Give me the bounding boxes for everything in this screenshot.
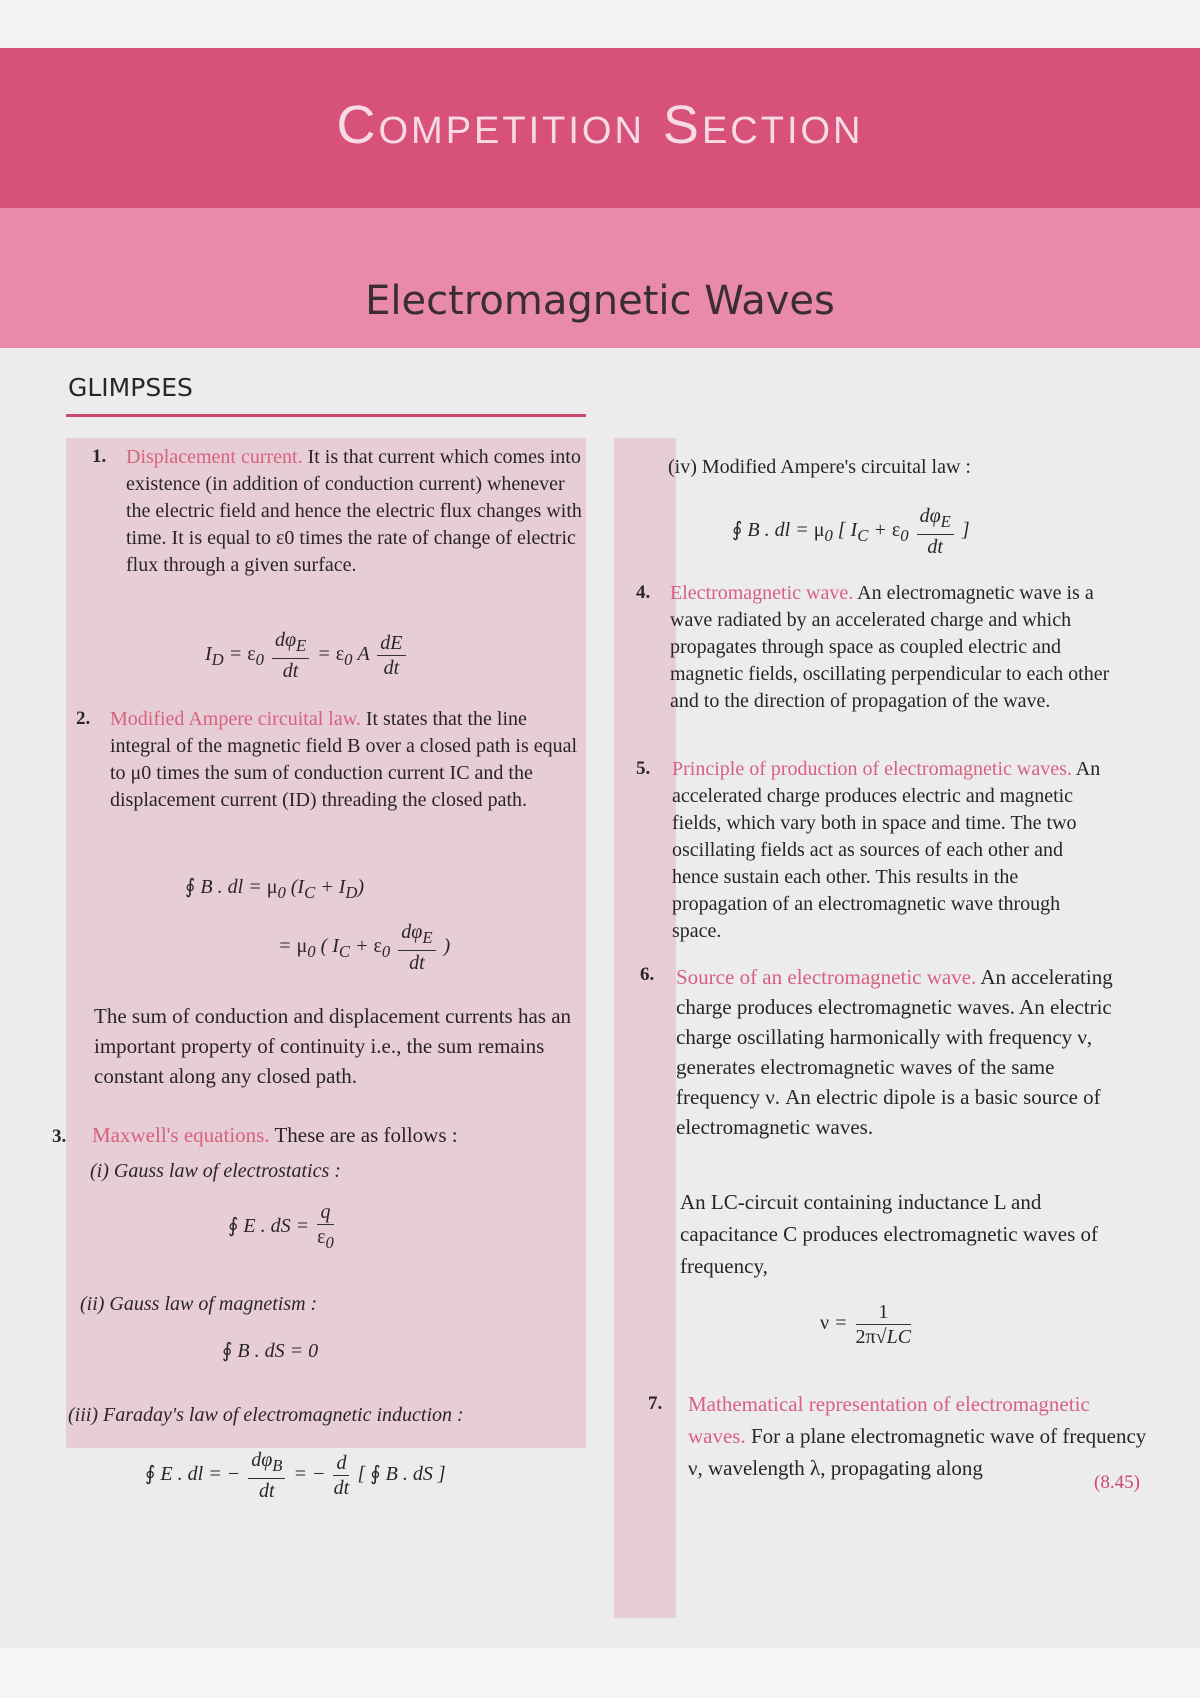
glimpses-heading: GLIMPSES bbox=[68, 373, 193, 402]
item-4-text bbox=[670, 580, 1110, 715]
item-3-body: These are as follows : bbox=[274, 1123, 458, 1147]
item-number: 2. bbox=[76, 708, 91, 729]
chapter-banner bbox=[0, 208, 1200, 348]
right-column-shade bbox=[614, 438, 676, 1618]
page-top-margin bbox=[0, 0, 1200, 48]
item-5-body: An accelerated charge produces electric and magnetic fields, which vary both in space and time. The two oscillating fields act as sources of each other and hence sustain each other. This results in the propagation of an electromagnetic wave through space. bbox=[672, 758, 1101, 942]
item-1-text bbox=[126, 444, 582, 579]
item-7-body: For a plane electromagnetic wave of frequency ν, wavelength λ, propagating along bbox=[688, 1424, 1147, 1480]
lc-frequency-equation: ν = $\frac{1}{2\pi√LC}$ bbox=[820, 1301, 912, 1348]
item-number: 6. bbox=[640, 964, 655, 985]
item-1-body: It is that current which comes into existence (in addition of conduction current) whenever the electric field and hence the electric flux changes with time. It is equal to ε0 times the rate of change of electric flux through a given surface. bbox=[126, 446, 582, 576]
gauss-magnetism-label: (ii) Gauss law of magnetism : bbox=[80, 1293, 318, 1315]
item-number: 1. bbox=[92, 446, 107, 467]
item-1-heading: Displacement current. bbox=[126, 446, 303, 468]
item-2-body: It states that the line integral of the magnetic field B over a closed path is equal to μ0 times the sum of conduction current IC and the displacement current (ID) threading the closed path. bbox=[110, 708, 578, 811]
item-number: 7. bbox=[648, 1393, 663, 1414]
faraday-equation: ∮ E . dl = − $\frac{d\varphi_B}{dt}$ = − $\frac{d}{dt}$ [ ∮ B . dS ] bbox=[145, 1449, 446, 1502]
page-bottom-margin bbox=[0, 1648, 1200, 1698]
ampere-equation-line-2: = $\mu_0$ ( $I_C + \varepsilon_0$ $\frac{d\varphi_E}{dt}$ ) bbox=[278, 921, 451, 974]
gauss-magnetism-equation: ∮ B . dS = 0 bbox=[222, 1340, 319, 1362]
item-6-heading: Source of an electromagnetic wave. bbox=[676, 965, 977, 989]
item-6-text bbox=[676, 962, 1136, 1142]
equation-reference: (8.45) bbox=[1094, 1472, 1140, 1493]
gauss-electrostatics-label: (i) Gauss law of electrostatics : bbox=[90, 1160, 341, 1182]
faraday-label: (iii) Faraday's law of electromagnetic induction : bbox=[68, 1404, 464, 1426]
section-banner bbox=[0, 48, 1200, 208]
item-2-text bbox=[110, 706, 582, 814]
item-number: 3. bbox=[52, 1126, 67, 1147]
book-page bbox=[0, 48, 1200, 1648]
section-title: Competition Section bbox=[336, 95, 864, 155]
item-5-text bbox=[672, 756, 1112, 945]
item-7-heading: Mathematical representation of electromagnetic waves. bbox=[688, 1392, 1090, 1448]
item-5-heading: Principle of production of electromagnetic waves. bbox=[672, 758, 1072, 780]
item-4-heading: Electromagnetic wave. bbox=[670, 582, 854, 604]
modified-ampere-equation: ∮ B . dl = $\mu_0$ [ $I_C + \varepsilon_0$ $\frac{d\varphi_E}{dt}$ ] bbox=[732, 505, 970, 558]
item-number: 4. bbox=[636, 582, 651, 603]
heading-rule bbox=[66, 414, 586, 417]
item-6-body: An accelerating charge produces electromagnetic waves. An electric charge oscillating harmonically with frequency ν, generates electromagnetic waves of the same frequency ν. An electric dipole is a basic source of electromagnetic waves. bbox=[676, 965, 1113, 1139]
item-number: 5. bbox=[636, 758, 651, 779]
continuity-paragraph: The sum of conduction and displacement currents has an important property of continuity i.e., the sum remains constant along any closed path. bbox=[94, 1004, 572, 1088]
ampere-modified-label: (iv) Modified Ampere's circuital law : bbox=[668, 456, 971, 478]
displacement-current-equation: $I_D = \varepsilon_0$ $\frac{d\varphi_E}{dt}$ = $\varepsilon_0$ A $\frac{dE}{dt}$ bbox=[205, 628, 409, 683]
chapter-title: Electromagnetic Waves bbox=[365, 278, 835, 324]
item-7-text bbox=[688, 1388, 1148, 1484]
lc-circuit-paragraph: An LC-circuit containing inductance L and capacitance C produces electromagnetic waves of frequency, bbox=[680, 1190, 1099, 1278]
item-4-body: An electromagnetic wave is a wave radiated by an accelerated charge and which propagates through space as coupled electric and magnetic fields, oscillating perpendicular to each other and to the direction of propagation of the wave. bbox=[670, 582, 1110, 712]
item-3-text bbox=[92, 1122, 582, 1149]
gauss-electrostatics-equation: ∮ E . dS = $\frac{q}{\varepsilon_0}$ bbox=[228, 1201, 334, 1252]
ampere-equation-line-1: ∮ B . dl = $\mu_0$ $(I_C + I_D)$ bbox=[185, 876, 365, 902]
item-2-heading: Modified Ampere circuital law. bbox=[110, 708, 361, 730]
item-3-heading: Maxwell's equations. bbox=[92, 1123, 270, 1147]
